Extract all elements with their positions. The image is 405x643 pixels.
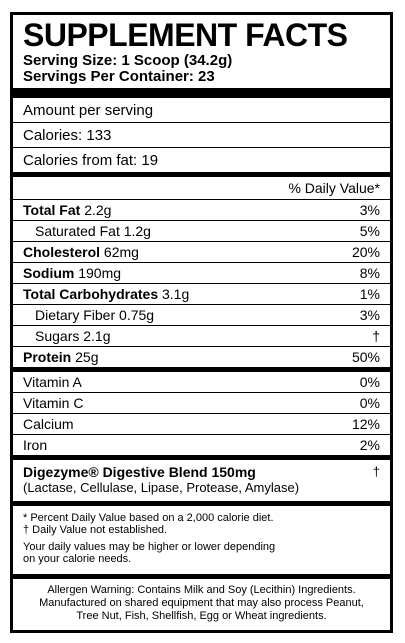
nutrient-amount: 62mg (103, 244, 139, 260)
vitamin-name: Vitamin A (23, 374, 82, 390)
nutrient-amount: 0.75g (119, 307, 155, 323)
nutrient-dv: 50% (351, 349, 380, 365)
calories-label: Calories: 133 (23, 126, 112, 144)
vitamin-dv: 0% (359, 395, 380, 411)
allergen-line-1: Allergen Warning: Contains Milk and Soy (Lecithin) Ingredients. (47, 584, 356, 596)
vitamin-row (23, 372, 380, 392)
daily-value-header (23, 177, 380, 199)
servings-per-container: Servings Per Container: 23 (23, 68, 215, 85)
calories-from-fat-label: Calories from fat: 19 (23, 151, 159, 169)
blend-detail: (Lactase, Cellulase, Lipase, Protease, Amylase) (23, 480, 300, 495)
footnotes (13, 506, 390, 574)
nutrient-amount: 25g (75, 349, 99, 365)
amount-per-serving (23, 98, 380, 122)
nutrient-row (23, 263, 380, 283)
supplement-facts-panel (10, 12, 393, 633)
allergen-line-2: Manufactured on shared equipment that may also process Peanut, (39, 597, 364, 609)
nutrient-amount: 190mg (78, 265, 122, 281)
nutrient-label: Saturated Fat (35, 223, 120, 239)
vitamin-list (13, 372, 390, 455)
calories-row (23, 123, 380, 147)
nutrient-row (23, 305, 380, 325)
panel-title: SUPPLEMENT FACTS (23, 17, 348, 53)
vitamin-dv: 12% (351, 416, 380, 432)
nutrient-dv: 20% (351, 244, 380, 260)
nutrient-label: Total Carbohydrates (23, 286, 159, 302)
vitamin-name: Iron (23, 437, 48, 453)
nutrient-name (23, 265, 121, 281)
nutrient-label: Cholesterol (23, 244, 101, 260)
divider-thick (13, 88, 390, 98)
nutrient-dv: 5% (359, 223, 380, 239)
nutrient-amount: 2.1g (83, 328, 111, 344)
amount-per-serving-label: Amount per serving (23, 101, 154, 119)
vitamin-name: Vitamin C (23, 395, 84, 411)
nutrient-label: Total Fat (23, 202, 81, 218)
allergen-warning (13, 579, 390, 623)
serving-size: Serving Size: 1 Scoop (34.2g) (23, 52, 233, 69)
nutrient-label: Sugars (35, 328, 80, 344)
dagger-footnote: † Daily Value not established. (23, 524, 168, 536)
calories-from-fat-row (23, 148, 380, 172)
nutrient-label: Dietary Fiber (35, 307, 116, 323)
nutrient-amount: 3.1g (162, 286, 190, 302)
vitamin-dv: 2% (359, 437, 380, 453)
nutrient-dv: † (372, 328, 380, 344)
daily-values-note-2: on your calorie needs. (23, 553, 132, 565)
vitamin-name: Calcium (23, 416, 74, 432)
daily-value-header-label: % Daily Value* (288, 180, 380, 196)
percent-footnote: * Percent Daily Value based on a 2,000 calorie diet. (23, 512, 274, 524)
vitamin-row (23, 393, 380, 413)
nutrient-amount: 2.2g (84, 202, 112, 218)
nutrient-name (23, 244, 139, 260)
vitamin-row (23, 414, 380, 434)
nutrient-row (23, 347, 380, 367)
nutrient-row (23, 221, 380, 241)
vitamin-dv: 0% (359, 374, 380, 390)
blend-name: Digezyme® Digestive Blend 150mg (23, 464, 256, 480)
nutrient-list (13, 200, 390, 367)
nutrient-name (23, 328, 111, 344)
nutrient-row (23, 242, 380, 262)
nutrient-label: Sodium (23, 265, 75, 281)
nutrient-name (23, 223, 151, 239)
nutrient-name (23, 307, 154, 323)
daily-values-note-1: Your daily values may be higher or lower depending (23, 541, 276, 553)
allergen-line-3: Tree Nut, Fish, Shellfish, Egg or Wheat ingredients. (76, 610, 327, 622)
digestive-blend (23, 460, 380, 501)
nutrient-dv: 1% (359, 286, 380, 302)
nutrient-amount: 1.2g (123, 223, 151, 239)
nutrient-row (23, 200, 380, 220)
nutrient-name (23, 349, 98, 365)
nutrient-dv: 3% (359, 307, 380, 323)
vitamin-row (23, 435, 380, 455)
nutrient-row (23, 284, 380, 304)
blend-dv: † (372, 464, 380, 479)
nutrient-dv: 3% (359, 202, 380, 218)
nutrient-row (23, 326, 380, 346)
nutrient-dv: 8% (359, 265, 380, 281)
nutrient-name (23, 286, 189, 302)
nutrient-label: Protein (23, 349, 72, 365)
nutrient-name (23, 202, 111, 218)
